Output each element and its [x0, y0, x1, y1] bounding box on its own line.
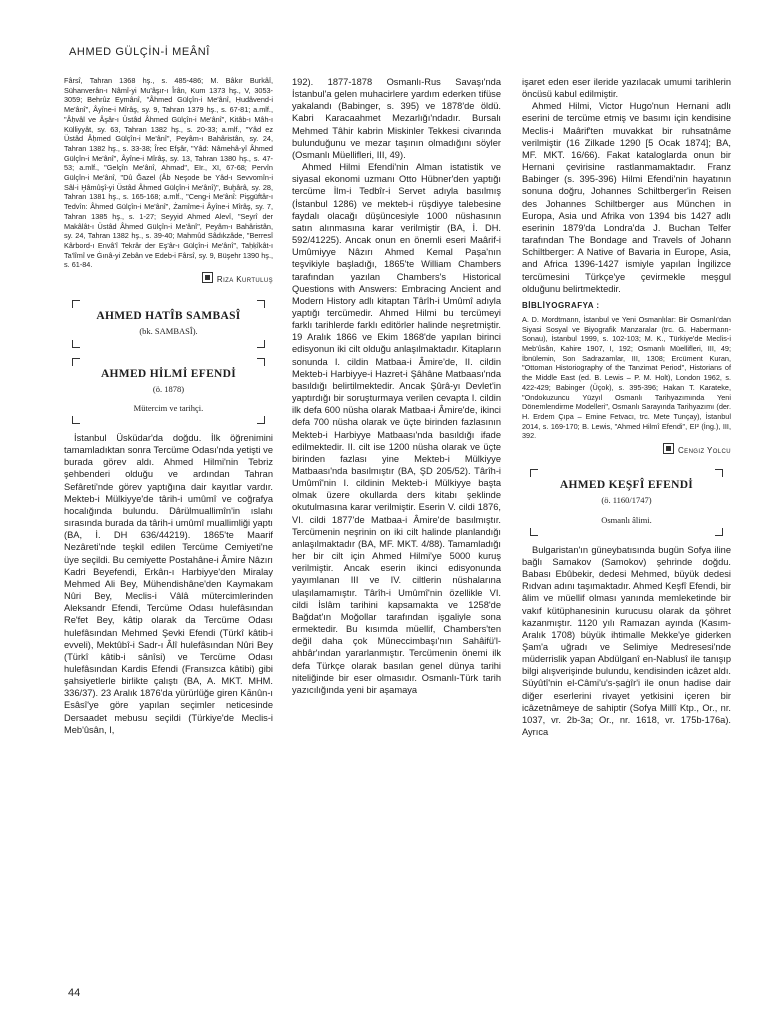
body-paragraph: Bulgaristan'ın güneybatısında bugün Sofya iline bağlı Samakov (Samokov) şehrinde doğdu. Babası Ebûbekir, dedesi Mehmed, büyük dedesi Rıdvan adını taşımaktadır. Ahmed Keşfî Efendi, bir âlim ve müellif olması yanında memleketinde bir vakıf kütüphanesinin kurucusu olarak da şöhret kazanmıştır. 1120 yılı Ramazan ayında (Kasım-Aralık 1708) büyük ihtimalle Mekke'ye giderken Şam'a uğradı ve Selimiye Medresesi'nde müderrislik yapan Abdülganî en-Nablusî ile tanışıp bilgi alışverişinde bulundu, kendisinden icâzet aldı. Süyûtî'nin el-Câmi'u's-ṣaġîr'i ile onun hadise dair diğer eserlerini rivayet yetkisini içeren bir icâzetnâmeye de sahiptir (Sofya Millî Ktp., Or., nr. 1037, vr. 2b-3a; Or., nr. 1618, vr. 175b-176a). Ayrıca [522, 544, 731, 738]
body-paragraph: İstanbul Üsküdar'da doğdu. İlk öğrenimini tamamladıktan sonra Tercüme Odası'nda yetişti ve burada görev aldı. Ahmed Hilmi'nin Tebriz şehbenderi olduğu ve ardından Tahran Sefâreti'nde görev yaptığına dair kayıtlar vardır. Mekteb-i Mülkiyye'de târih-i umûmî ve coğrafya hocalığında bulundu. Dârülmuallimîn'in ıslahı sırasında burada da târih-i umûmî muallimliği yaptı (BA, İ. DH 636/44219). 1865'te Maarif Nezâreti'nde teşkil edilen Tercüme Cemiyeti'ne üye seçildi. Bu cemiyette Postahâne-i Âmire Nâzırı Kadri Beyefendi, Erkân-ı Harbiyye'den Miralay Mehmed Ali Bey, Mühendishâne'den Kaymakam Nûri Bey, Meclis-i Vâlâ mütercimlerinden Aleksandr Efendi, Tercüme Odası hulefâsından Re'fet Bey, kâtip olarak da Tercüme Odası hulefâsından Mehmed Şevki Efendi (Türkî kâtib-i evveli), Mektûbî-i Sadr-ı Âlî hulefâsından Nûri Bey (Türkî kâtib-i sânîsi) ve Tercüme Odası hulefâsından Kardis Efendi (Fransızca kâtibi) gibi şahsiyetlerle birlikte çalıştı (BA, A. MKT. MHM. 336/37). 23 Aralık 1876'da yürürlüğe giren Kānûn-ı Esâsî'ye göre yapılan seçimler neticesinde Dersaadet mebusu seçildi (Türkiye'de Meclis-i Meb'ûsân, I, [64, 433, 273, 735]
body-paragraph: Ahmed Hilmi, Victor Hugo'nun Hernani adlı eserini de tercüme etmiş ve basımı için kendisine Meclis-i Maârif'ten muvakkat bir ruhsatnâme verilmiştir (16 Zilkade 1290 [5 Ocak 1874]; BA, MF. MKT. 16/66). Fakat kataloglarda onun bir Hernani çevirisine rastlanmamaktadır. Franz Babinger (s. 395-396) Hilmi Efendi'nin hayatının sonuna doğru, Johannes Schiltberger'in Reisen des Johannes Schiltberger aus München in Europa, Asia und Afrika von 1394 bis 1427 adlı eserinin 1879'da Londra'da J. Buchan Telfer tarafından The Bondage and Travels of Johann Schiltberger: A Native of Bavaria in Europe, Asia, and Africa 1396-1427 ismiyle yapılan İngilizce tercümesini Türkçe'ye çevirmekle meşgul olduğunu belirtmektedir. [522, 101, 731, 294]
corner-mark [715, 469, 723, 477]
entry-title: AHMED HİLMİ EFENDİ [100, 367, 237, 380]
bibliography-text: A. D. Mordtmann, İstanbul ve Yeni Osmanlılar: Bir Osmanlı'dan Siyasi Sosyal ve Biyografik Manzaralar (trc. G. Habermann-Sonau), İstanbul 1999, s. 102-103; M. K., Türkiye'de Meclis-i Meb'ûsân, Kahire 1907, I, 192; Osmanlı Müellifleri, III, 49; İbnülemin, Son Sadrazamlar, III, 1308; Ercüment Kuran, "Ottoman Historiography of the Tanzimat Period", Historians of the Middle East (ed. B. Lewis – P. M. Holt), London 1962, s. 422-429; Babinger (Üçok), s. 395-396; Hakan T. Karateke, "Ondokuzuncu Yüzyıl Osmanlı Tarihyazımında Yeni Dönemlendirme Modelleri", Osmanlı Sarayında Tarihyazımı (der. H. Erdem Çıpa – Emine Fetvacı, trc. Mete Tunçay), İstanbul 2014, s. 169-170; B. Lewis, "Ahmed Hilmî Efendi", EI² (İng.), III, 392. [522, 314, 731, 441]
entry-reference: (bk. SAMBASÎ). [139, 326, 198, 337]
bibliography-continuation [64, 76, 273, 270]
article-body [522, 544, 731, 739]
corner-mark [530, 528, 538, 536]
article-body [64, 432, 273, 736]
author-name: Cengiz Yolcu [678, 446, 731, 456]
author-signature [522, 443, 731, 457]
column-right [522, 76, 731, 738]
corner-mark [72, 340, 80, 348]
bibliography-heading: BİBLİYOGRAFYA : [522, 300, 600, 310]
entry-header-kesfi [530, 469, 723, 535]
author-mark-icon [202, 272, 213, 283]
corner-mark [530, 469, 538, 477]
page-number: 44 [68, 987, 81, 999]
author-mark-icon [663, 443, 674, 454]
running-head: AHMED GÜLÇİN-İ MEÂNÎ [69, 46, 210, 58]
corner-mark [72, 416, 80, 424]
entry-header-hilmi [72, 358, 265, 424]
author-name: Rıza Kurtuluş [216, 275, 273, 285]
entry-title: AHMED KEŞFÎ EFENDİ [559, 479, 694, 492]
entry-dates: (ö. 1878) [152, 383, 185, 394]
entry-header-hatib [72, 300, 265, 347]
body-paragraph: 192). 1877-1878 Osmanlı-Rus Savaşı'nda İstanbul'a gelen muhacirlere yardım ederken tifüse yakalandı (Babinger, s. 395) ve 1878'de öldü. Kabri Karacaahmet Mezarlığı'ndadır. Bursalı Mehmed Tâhir kabrin Miskinler Tekkesi civarında bulunduğunu ve mezar taşının olmadığını söyler (Osmanlı Müellifleri, III, 49). [292, 77, 501, 160]
bibliography-text: Fârsî, Tahran 1368 hş., s. 485-486; M. Bâkır Burkâî, Sühanverân-ı Nâmî-yi Mu'âşır-ı Îrân, Kum 1373 hş., V, 3053-3059; Behrûz Eymânî, "Âhmed Gülçîn-i Me'ânî, Ḥudâvend-i Me'ânî", Âyîne-i Mîrâş, sy. 9, Tahran 1379 hş., s. 67-81; a.mlf., "Âḥvâl ve Âşâr-ı Üstâd Âhmed Gülçîn-i Me'ânî", Kitâb-ı Mâh-ı Külliyyât, sy. 63, Tahran 1382 hş., s. 20-33; a.mlf., "Yâd ez Üstâd Âḥmed Gülçîn-i Me'ânî", Peyâm-ı Bahâristân, sy. 24, Tahran 1382 hş., s. 33-38; Îrec Efşâr, "Yâd: Nâmehâ-yî Âhmed Gülçîn-i Me'ânî", Âyîne-i Mîrâş, sy. 13, Tahran 1380 hş., s. 47-53; a.mlf., "Gelçîn Me'ânî, Ahmad", EIr., XI, 67-68; Pervîn Gülçîn-i Me'ânî, "Dû Ğazel (Âb Neşode be Yâd-ı Sevvomîn-i Sâl-i Ḫâmûşî-yi Üstâd Âhmed Gülçîn-i Me'ânî)", Buḫârâ, sy. 28, Tahran 1381 hş., s. 165-168; a.mlf., "Ceng-i Me'ânî: Pişgüftâr-ı Tedvîn: Âhmed Gülçîn-i Me'ânî", Żamîme-i Âyîne-i Mîrâş, sy. 7, Tahran 1385 hş., s. 1-27; Seyyid Ahmed Alevî, "Seyrî der Makâlât-ı Üstâd Âhmed Gülçîn-i Me'ânî", Peyâm-ı Bahâristân, sy. 24, Tahran 1382 hş., s. 39-40; Mahmûd Sâdıkzâde, "Berresî Kârbord-ı Envâ'î Tekrâr der Eş'âr-ı Gülçîn-i Me'ânî", Taḥḳîkât-ı Ta'lîmî ve Ġınâ-yi Zebân ve Edeb-i Fârsî, sy. 9, Büşehr 1390 hş., s. 61-84. [64, 76, 273, 270]
corner-mark [715, 528, 723, 536]
corner-mark [72, 358, 80, 366]
entry-dates: (ö. 1160/1747) [601, 495, 652, 506]
author-signature [64, 272, 273, 286]
bibliography [522, 315, 731, 441]
entry-title: AHMED HATÎB SAMBASÎ [96, 310, 241, 323]
column-left [64, 76, 273, 736]
corner-mark [257, 300, 265, 308]
body-paragraph: işaret eden eser ileride yazılacak umumi tarihlerin öncüsü kabul edilmiştir. [522, 77, 731, 100]
body-paragraph: Ahmed Hilmi Efendi'nin Alman istatistik ve siyasal ekonomi uzmanı Otto Hübner'den yaptığı tercüme İlm-i Tedbîr-i Servet adıyla basılmış (İstanbul 1286) ve mekteb-i rüşdiyye talebesine faydalı olacağı düşüncesiyle 1000 nüshasının satın alınmasına karar verilmiştir (BA, İ. DH. 592/41225). Ancak onun en önemli eseri Maârif-i Umûmiyye Nâzırı Ahmed Kemal Paşa'nın teşvikiyle başladığı, 1865'te William Chambers tarafından yazılan Chambers's Historical Questions with Answers: Embracing Ancient and Modern History adlı kitaptan Târîh-i Umûmî adıyla yaptığı tercümedir. Ahmed Hilmi bu tercümeyi farklı tarihlerde farklı editörler halinde neşretmiştir. 19 Aralık 1866 ve Ekim 1868'de yapılan birinci edisyonun iki cilt olduğu anlaşılmaktadır. Kitapların sonunda I. cildin Matbaa-i Âmire'de, II. cildin Mekteb-i Harbiyye-i Hazret-i Şâhâne Matbaası'nda basıldığı belirtilmektedir. Ancak Şûrâ-yı Devlet'in yaptırdığı bir soruşturmaya verilen cevapta I. cildin ilk defa 600 nüsha olarak Matbaa-i Âmire'de, ikinci defa 700 nüsha olarak ve üçte birinden fazlasının Mekteb-i Harbiyye Matbaası'nda basıldığı ifade edilmektedir. II. cilt ise 1200 nüsha olarak ve üçte birinden fazlası yine Mekteb-i Mülkiyye Matbaası'nda basılmıştır (BA, ŞD 205/52). Târîh-i Umûmî'nin I. cildinin Mekteb-i Mülkiyye başta olmak üzere okullarda ders kitabı şeklinde okutulmasına karar verilmiştir. Eserin V. cildi 1876, VI. cildi 1877'de Matbaa-i Âmire'de basılmıştır. Tercümenin neşrinin on iki cilt halinde planlandığı anlaşılmaktadır (BA, MF. MKT. 4/88). Tamamladığı her bir cilt için Ahmed Hilmi'ye 5000 kuruş verilmiştir. Ancak eserin ikinci edisyonunda yayımlanan III ve IV. ciltlerin nüshalarına ulaşılamamıştır. Târîh-i Umûmî'nin özellikle VI. cildi İslâm tarihini kapsamakta ve 1258'de Bağdat'ın Moğollar tarafından işgaliyle sona ermektedir. Bu kısımda müellif, Chambers'ten değil daha çok Müneccimbaşı'nın Sahâifü'l-ahbâr'ından yararlanmıştır. Tercümenin önemi ilk defa Türkçe olarak basılan genel dünya tarihi niteliğinde bir eser olmasıdır. Osmanlı-Türk tarih yazıcılığında yeni bir aşamaya [292, 162, 501, 695]
corner-mark [257, 416, 265, 424]
corner-mark [257, 340, 265, 348]
corner-mark [257, 358, 265, 366]
corner-mark [72, 300, 80, 308]
entry-description: Mütercim ve tarihçi. [133, 402, 204, 413]
entry-description: Osmanlı âlimi. [601, 514, 652, 525]
column-middle [292, 76, 501, 696]
